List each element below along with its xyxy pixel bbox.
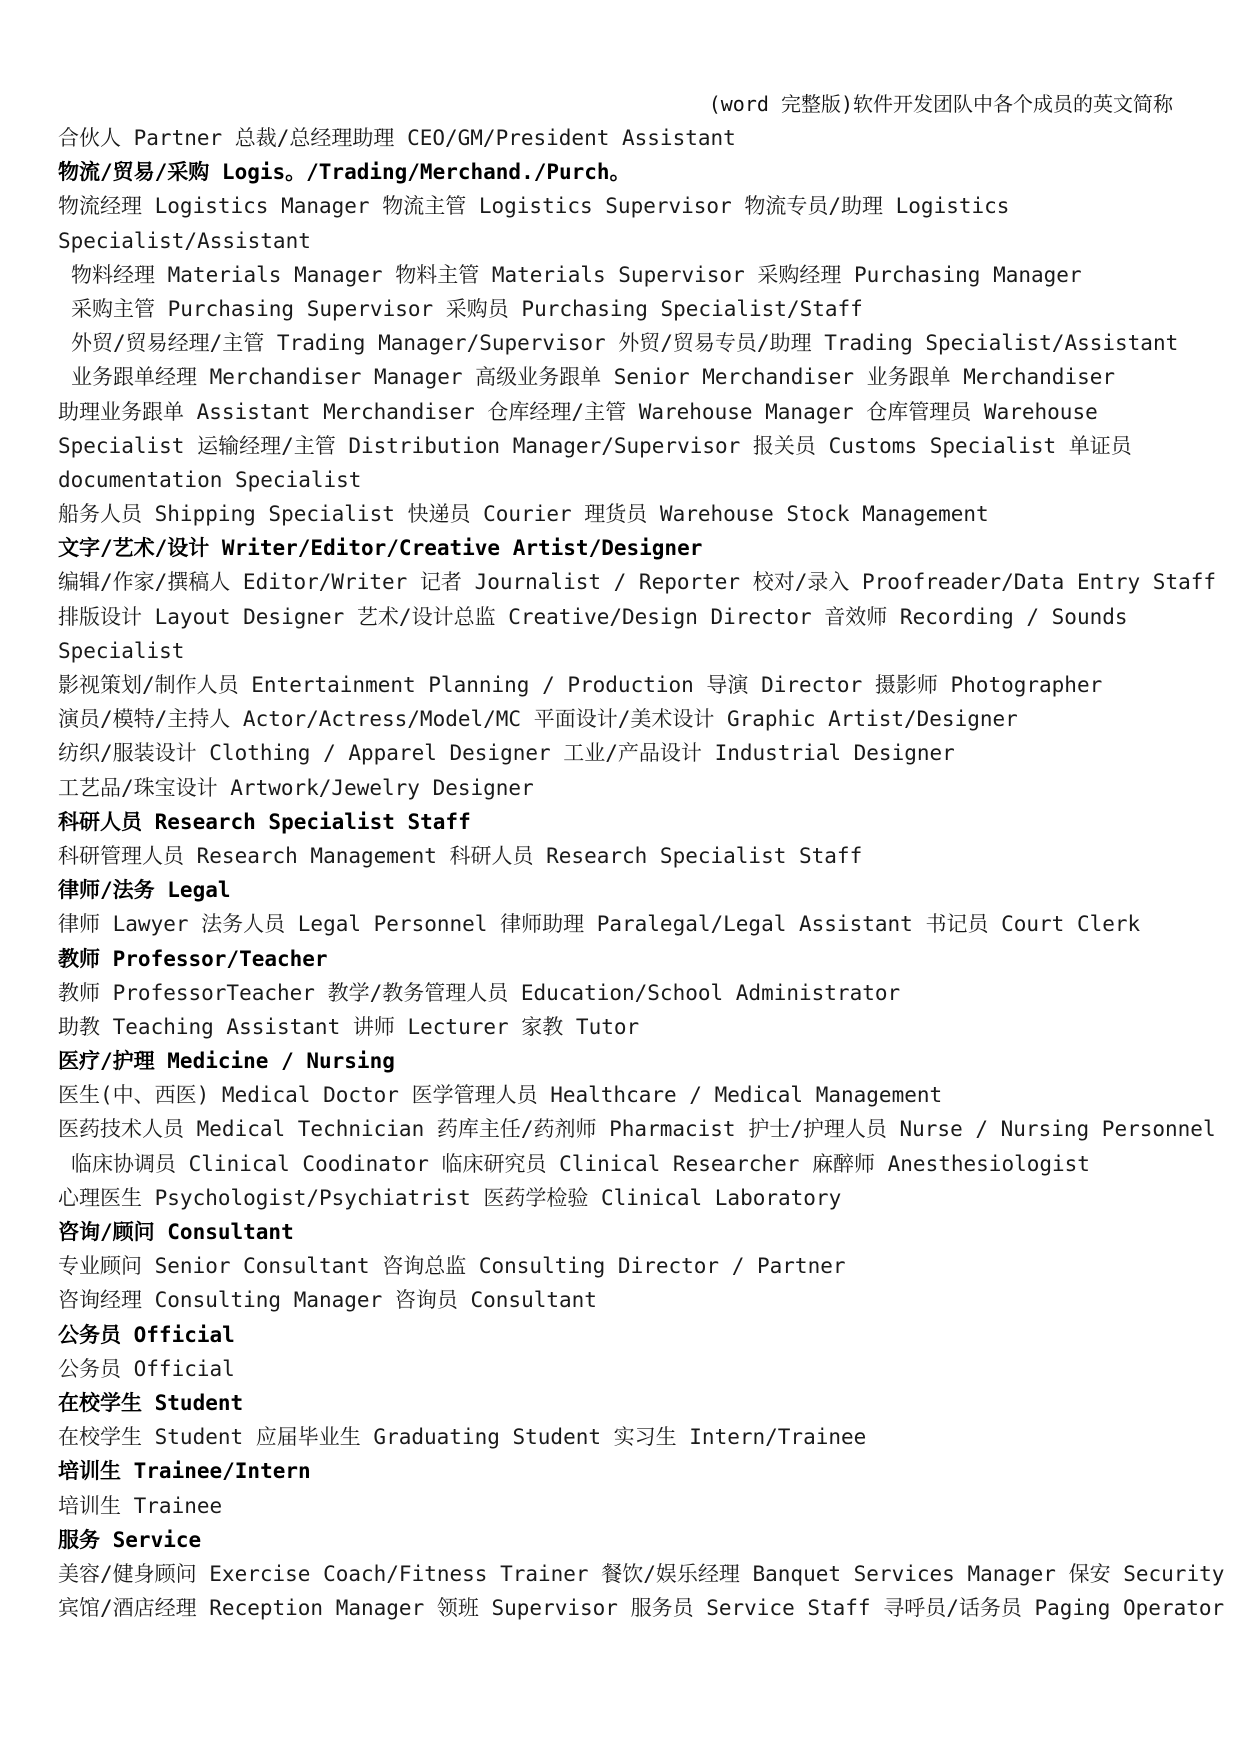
text-line: 美容/健身顾问 Exercise Coach/Fitness Trainer 餐饮/娱乐经理 Banquet Services Manager 保安 Security	[58, 1561, 1225, 1586]
text-line: 公务员 Official	[58, 1356, 235, 1381]
text-line: 合伙人 Partner 总裁/总经理助理 CEO/GM/President Assistant	[58, 126, 736, 150]
section-heading: 咨询/顾问 Consultant	[58, 1220, 294, 1244]
text-line: 外贸/贸易经理/主管 Trading Manager/Supervisor 外贸/贸易专员/助理 Trading Specialist/Assistant	[71, 331, 1179, 356]
section-heading: 律师/法务 Legal	[58, 878, 231, 903]
text-line: 医药技术人员 Medical Technician 药库主任/药剂师 Pharmacist 护士/护理人员 Nurse / Nursing Personnel	[58, 1117, 1216, 1142]
text-line: Specialist/Assistant	[58, 228, 311, 253]
text-line: 物流经理 Logistics Manager 物流主管 Logistics Supervisor 物流专员/助理 Logistics	[58, 194, 1010, 219]
page-header: (word 完整版)软件开发团队中各个成员的英文简称	[708, 92, 1173, 116]
text-line: 宾馆/酒店经理 Reception Manager 领班 Supervisor 服务员 Service Staff 寻呼员/话务员 Paging Operator	[58, 1596, 1225, 1621]
section-heading: 公务员 Official	[58, 1322, 235, 1347]
text-line: 船务人员 Shipping Specialist 快递员 Courier 理货员 Warehouse Stock Management	[58, 502, 989, 527]
text-line: 临床协调员 Clinical Coodinator 临床研究员 Clinical Researcher 麻醉师 Anesthesiologist	[71, 1151, 1090, 1176]
text-line: 专业顾问 Senior Consultant 咨询总监 Consulting Director / Partner	[58, 1254, 846, 1279]
text-line: 演员/模特/主持人 Actor/Actress/Model/MC 平面设计/美术设计 Graphic Artist/Designer	[58, 707, 1018, 732]
section-heading: 文字/艺术/设计 Writer/Editor/Creative Artist/Designer	[58, 536, 703, 561]
text-line: 排版设计 Layout Designer 艺术/设计总监 Creative/Design Director 音效师 Recording / Sounds	[58, 604, 1128, 629]
section-heading: 医疗/护理 Medicine / Nursing	[58, 1049, 395, 1074]
text-line: Specialist 运输经理/主管 Distribution Manager/Supervisor 报关员 Customs Specialist 单证员	[58, 433, 1132, 458]
text-line: 业务跟单经理 Merchandiser Manager 高级业务跟单 Senior Merchandiser 业务跟单 Merchandiser	[71, 365, 1116, 390]
text-line: 采购主管 Purchasing Supervisor 采购员 Purchasing Specialist/Staff	[71, 296, 863, 321]
text-line: 医生(中、西医) Medical Doctor 医学管理人员 Healthcare / Medical Management	[58, 1083, 943, 1108]
text-line: 在校学生 Student 应届毕业生 Graduating Student 实习生 Intern/Trainee	[58, 1425, 867, 1450]
text-line: 教师 ProfessorTeacher 教学/教务管理人员 Education/School Administrator	[58, 980, 901, 1005]
section-heading: 培训生 Trainee/Intern	[58, 1459, 311, 1484]
text-line: 科研管理人员 Research Management 科研人员 Research Specialist Staff	[58, 843, 863, 868]
text-line: 律师 Lawyer 法务人员 Legal Personnel 律师助理 Paralegal/Legal Assistant 书记员 Court Clerk	[58, 912, 1141, 937]
text-line: 助理业务跟单 Assistant Merchandiser 仓库经理/主管 Warehouse Manager 仓库管理员 Warehouse	[58, 399, 1098, 424]
document-body	[58, 121, 1233, 1625]
section-heading: 在校学生 Student	[58, 1390, 244, 1415]
section-heading: 物流/贸易/采购 Logis。/Trading/Merchand./Purch。	[58, 160, 631, 185]
text-line: 培训生 Trainee	[58, 1493, 223, 1518]
text-line: 物料经理 Materials Manager 物料主管 Materials Supervisor 采购经理 Purchasing Manager	[71, 262, 1082, 287]
section-heading: 教师 Professor/Teacher	[58, 946, 328, 971]
text-line: 影视策划/制作人员 Entertainment Planning / Production 导演 Director 摄影师 Photographer	[58, 673, 1103, 697]
text-line: documentation Specialist	[58, 467, 362, 492]
text-line: 纺织/服装设计 Clothing / Apparel Designer 工业/产品设计 Industrial Designer	[58, 741, 955, 766]
text-line: 心理医生 Psychologist/Psychiatrist 医药学检验 Clinical Laboratory	[58, 1185, 842, 1210]
text-line: 咨询经理 Consulting Manager 咨询员 Consultant	[58, 1288, 597, 1313]
section-heading: 科研人员 Research Specialist Staff	[58, 809, 471, 834]
text-line: 助教 Teaching Assistant 讲师 Lecturer 家教 Tutor	[58, 1014, 640, 1039]
text-line: Specialist	[58, 638, 185, 663]
text-line: 编辑/作家/撰稿人 Editor/Writer 记者 Journalist / Reporter 校对/录入 Proofreader/Data Entry Staff	[58, 570, 1217, 595]
text-line: 工艺品/珠宝设计 Artwork/Jewelry Designer	[58, 775, 534, 800]
section-heading: 服务 Service	[58, 1527, 202, 1552]
